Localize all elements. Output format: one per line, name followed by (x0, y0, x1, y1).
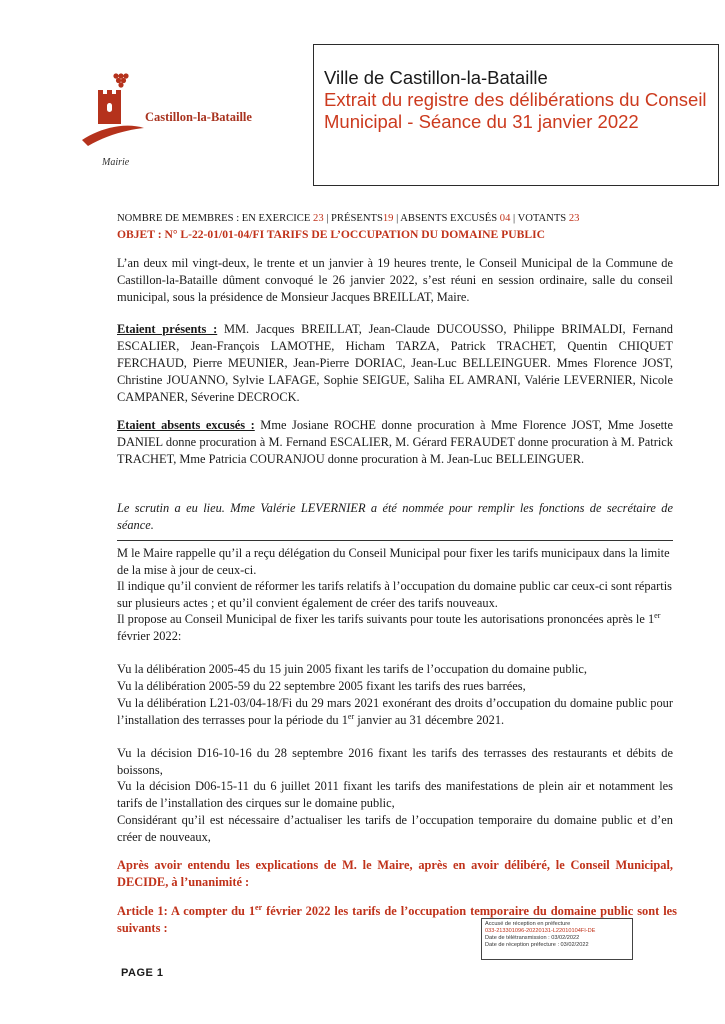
article-1-sup: er (255, 902, 263, 912)
prefecture-stamp (481, 918, 633, 960)
intro-paragraph: L’an deux mil vingt-deux, le trente et un janvier à 19 heures trente, le Conseil Municipal de la Commune de Castillon-la-Bataille dûment convoqué le 26 janvier 2022, s’est réuni en session ordinaire, salle du conseil municipal, sous la présidence de Monsieur Jacques BREILLAT, Maire. (117, 256, 673, 304)
count-presents: 19 (382, 213, 394, 224)
castle-tower-icon (80, 70, 150, 160)
title-city: Ville de Castillon-la-Bataille (324, 67, 548, 88)
count-exercice: 23 (313, 213, 324, 224)
vu-2: Vu la délibération 2005-59 du 22 septembre 2005 fixant les tarifs des rues barrées, (117, 679, 526, 693)
vu-3-sup: er (347, 711, 355, 721)
scrutin-paragraph: Le scrutin a eu lieu. Mme Valérie LEVERNIER a été nommée pour remplir les fonctions de secrétaire de séance. (117, 501, 673, 532)
body-p1: M le Maire rappelle qu’il a reçu délégation du Conseil Municipal pour fixer les tarifs municipaux dans la limite de la mise à jour de ceux-ci. (117, 546, 670, 577)
castillon-logo (80, 70, 290, 180)
vu-5: Vu la décision D06-15-11 du 6 juillet 2011 fixant les tarifs des manifestations de plein air et notamment les tarifs de l’installation des cirques sur le domaine public, (117, 779, 673, 810)
stamp-line-2: 033-213301096-20220131-L22010104FI-DE (485, 928, 596, 934)
article-1-end: février 2022 les tarifs de l’occupation temporaire du domaine public sont les suivants : (117, 904, 677, 935)
presents-label: Etaient présents : (117, 322, 218, 336)
label-absents: | ABSENTS EXCUSÉS (396, 213, 498, 224)
absents-text: Mme Josiane ROCHE donne procuration à Mme Florence JOST, Mme Josette DANIEL donne procuration à M. Fernand ESCALIER, M. Gérard FERAUDET donne procuration à M. Patrick TRACHET, Mme Patricia COURANJOU donne procuration à M. Jean-Luc BELLEINGUER. (117, 418, 673, 466)
title-box (313, 44, 719, 186)
body-p3-sup: er (654, 610, 661, 620)
label-exercice: NOMBRE DE MEMBRES : EN EXERCICE (117, 213, 311, 224)
divider (117, 540, 673, 541)
considerant: Considérant qu’il est nécessaire d’actualiser les tarifs de l’occupation temporaire du domaine public et d’en créer de nouveaux, (117, 813, 673, 844)
page-number: PAGE 1 (121, 967, 164, 979)
title-extract: Extrait du registre des délibérations du Conseil Municipal - Séance du 31 janvier 2022 (324, 89, 707, 132)
absents-paragraph (117, 417, 673, 468)
count-absents: 04 (499, 213, 511, 224)
presents-paragraph (117, 321, 673, 406)
stamp-line-3: Date de télétransmission : 03/02/2022 (485, 935, 580, 941)
body-p3-end: février 2022: (117, 629, 182, 643)
vu-1: Vu la délibération 2005-45 du 15 juin 2005 fixant les tarifs de l’occupation du domaine public, (117, 662, 587, 676)
vu-3 (117, 695, 673, 729)
article-1-text: Article 1: A compter du 1 (117, 904, 256, 918)
vu-3-end: janvier au 31 décembre 2021. (354, 713, 505, 727)
label-presents: | PRÉSENTS (326, 213, 383, 224)
logo-subtitle: Mairie (102, 157, 130, 168)
members-count (117, 211, 672, 227)
decision-paragraph: Après avoir entendu les explications de M. le Maire, après en avoir délibéré, le Conseil Municipal, DECIDE, à l’unanimité : (117, 858, 673, 889)
stamp-line-4: Date de réception préfecture : 03/02/2022 (485, 942, 589, 948)
stamp-line-1: Accusé de réception en préfecture (485, 921, 571, 927)
absents-label: Etaient absents excusés : (117, 418, 255, 432)
logo-name: Castillon-la-Bataille (145, 110, 252, 124)
body-p3-text: Il propose au Conseil Municipal de fixer les tarifs suivants pour toute les autorisations prononcées après le 1 (117, 612, 655, 626)
label-votants: | VOTANTS (513, 213, 567, 224)
body-p3 (117, 611, 673, 645)
body-p2: Il indique qu’il convient de réformer les tarifs relatifs à l’occupation du domaine public car ceux-ci sont répartis sur plusieurs actes ; et qu’il convient également de créer des tarifs nouveaux. (117, 579, 672, 610)
vu-3-text: Vu la délibération L21-03/04-18/Fi du 29 mars 2021 exonérant des droits d’occupation du domaine public pour l’installation des terrasses pour la période du 1 (117, 696, 673, 727)
vu-4: Vu la décision D16-10-16 du 28 septembre 2016 fixant les tarifs des terrasses des restaurants et débits de boissons, (117, 746, 673, 777)
presents-text: MM. Jacques BREILLAT, Jean-Claude DUCOUSSO, Philippe BRIMALDI, Fernand ESCALIER, Jean-François LAMOTHE, Hicham TARZA, Patrick TRACHET, Quentin CHIQUET FERCHAUD, Pierre MEUNIER, Jean-Pierre DORIAC, Jean-Luc BELLEINGUER. Mmes Florence JOST, Christine JOUANNO, Sylvie LAFAGE, Sophie SEIGUE, Saliha EL AMRANI, Valérie LEVERNIER, Nicole CAMPANER, Séverine DECROCK. (117, 322, 673, 404)
count-votants: 23 (568, 213, 580, 224)
objet-heading: OBJET : N° L-22-01/01-04/FI TARIFS DE L’OCCUPATION DU DOMAINE PUBLIC (117, 228, 545, 241)
grapes-icon (113, 73, 128, 87)
